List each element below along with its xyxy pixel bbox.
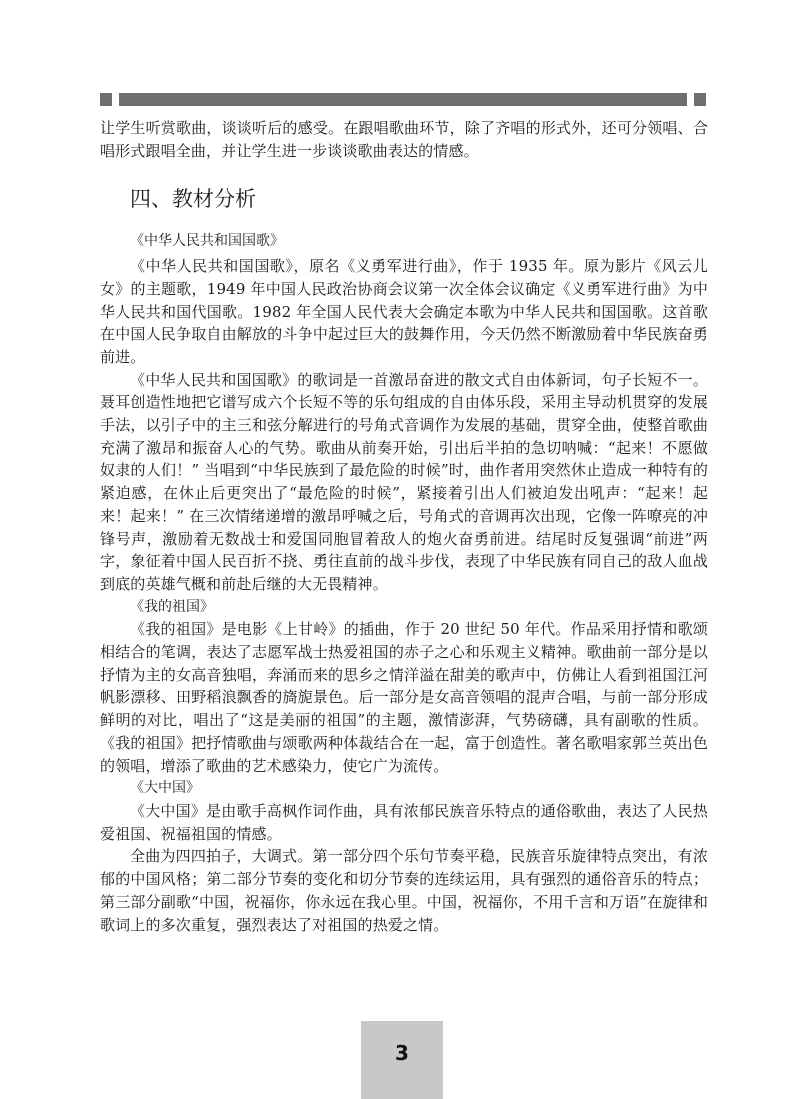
body-paragraph: 《中华人民共和国国歌》，原名《义勇军进行曲》，作于 1935 年。原为影片《风云儿女》的主题歌，1949 年中国人民政治协商会议第一次全体会议确定《义勇军进行曲》为中华人民共和国代国歌。1982 年全国人民代表大会确定本歌为中华人民共和国国歌。这首歌在中国人民争取自由解放的斗争中起过巨大的鼓舞作用，今天仍然不断激励着中华民族奋勇前进。 <box>100 257 708 366</box>
body-paragraph: 《我的祖国》是电影《上甘岭》的插曲，作于 20 世纪 50 年代。作品采用抒情和歌颂相结合的笔调，表达了志愿军战士热爱祖国的赤子之心和乐观主义精神。歌曲前一部分是以抒情为主的女高音独唱，奔涌而来的思乡之情洋溢在甜美的歌声中，仿佛让人看到祖国江河帆影漂移、田野稻浪飘香的旖旎景色。后一部分是女高音领唱的混声合唱，与前一部分形成鲜明的对比，唱出了“这是美丽的祖国”的主题，激情澎湃，气势磅礴，具有副歌的性质。《我的祖国》把抒情歌曲与颂歌两种体裁结合在一起，富于创造性。著名歌唱家郭兰英出色的领唱，增添了歌曲的艺术感染力，使它广为流传。 <box>100 620 708 775</box>
page-number: 3 <box>395 1041 409 1065</box>
body-paragraph: 《中华人民共和国国歌》的歌词是一首激昂奋进的散文式自由体新词，句子长短不一。聂耳创造性地把它谱写成六个长短不等的乐句组成的自由体乐段，采用主导动机贯穿的发展手法，以引子中的主三和弦分解进行的号角式音调作为发展的基础，贯穿全曲，使整首歌曲充满了激昂和振奋人心的气势。歌曲从前奏开始，引出后半拍的急切呐喊：“起来！不愿做奴隶的人们！” 当唱到“中华民族到了最危险的时候”时，曲作者用突然休止造成一种特有的紧迫感，在休止后更突出了“最危险的时候”，紧接着引出人们被迫发出吼声：“起来！起来！起来！” 在三次情绪递增的激昂呼喊之后，号角式的音调再次出现，它像一阵嘹亮的冲锋号声，激励着无数战士和爱国同胞冒着敌人的炮火奋勇前进。结尾时反复强调“前进”两字，象征着中国人民百折不挠、勇往直前的战斗步伐，表现了中华民族有同自己的敌人血战到底的英雄气概和前赴后继的大无畏精神。 <box>100 370 708 593</box>
header-bar <box>119 93 687 106</box>
page-number-box <box>361 1021 443 1099</box>
page-content <box>100 117 708 936</box>
song-title: 《大中国》 <box>130 780 200 797</box>
song-title: 《我的祖国》 <box>130 598 214 615</box>
body-paragraph: 全曲为四四拍子，大调式。第一部分四个乐句节奏平稳，民族音乐旋律特点突出，有浓郁的中国风格；第二部分节奏的变化和切分节奏的连续运用，具有强烈的通俗音乐的特点；第三部分副歌“中国，祝福你，你永远在我心里。中国，祝福你，不用千言和万语”在旋律和歌词上的多次重复，强烈表达了对祖国的热爱之情。 <box>100 847 708 934</box>
header-bar-right-block <box>694 93 706 106</box>
section-title: 四、教材分析 <box>130 187 256 212</box>
song-title: 《中华人民共和国国歌》 <box>130 233 284 250</box>
intro-paragraph: 让学生听赏歌曲，谈谈听后的感受。在跟唱歌曲环节，除了齐唱的形式外，还可分领唱、合唱形式跟唱全曲，并让学生进一步谈谈歌曲表达的情感。 <box>100 119 708 160</box>
song-section-my-motherland <box>100 596 708 778</box>
body-paragraph: 《大中国》是由歌手高枫作词作曲，具有浓郁民族音乐特点的通俗歌曲，表达了人民热爱祖国、祝福祖国的情感。 <box>100 801 708 843</box>
header-bar-left-block <box>100 93 112 106</box>
song-section-great-china <box>100 777 708 936</box>
song-section-anthem <box>100 230 708 595</box>
